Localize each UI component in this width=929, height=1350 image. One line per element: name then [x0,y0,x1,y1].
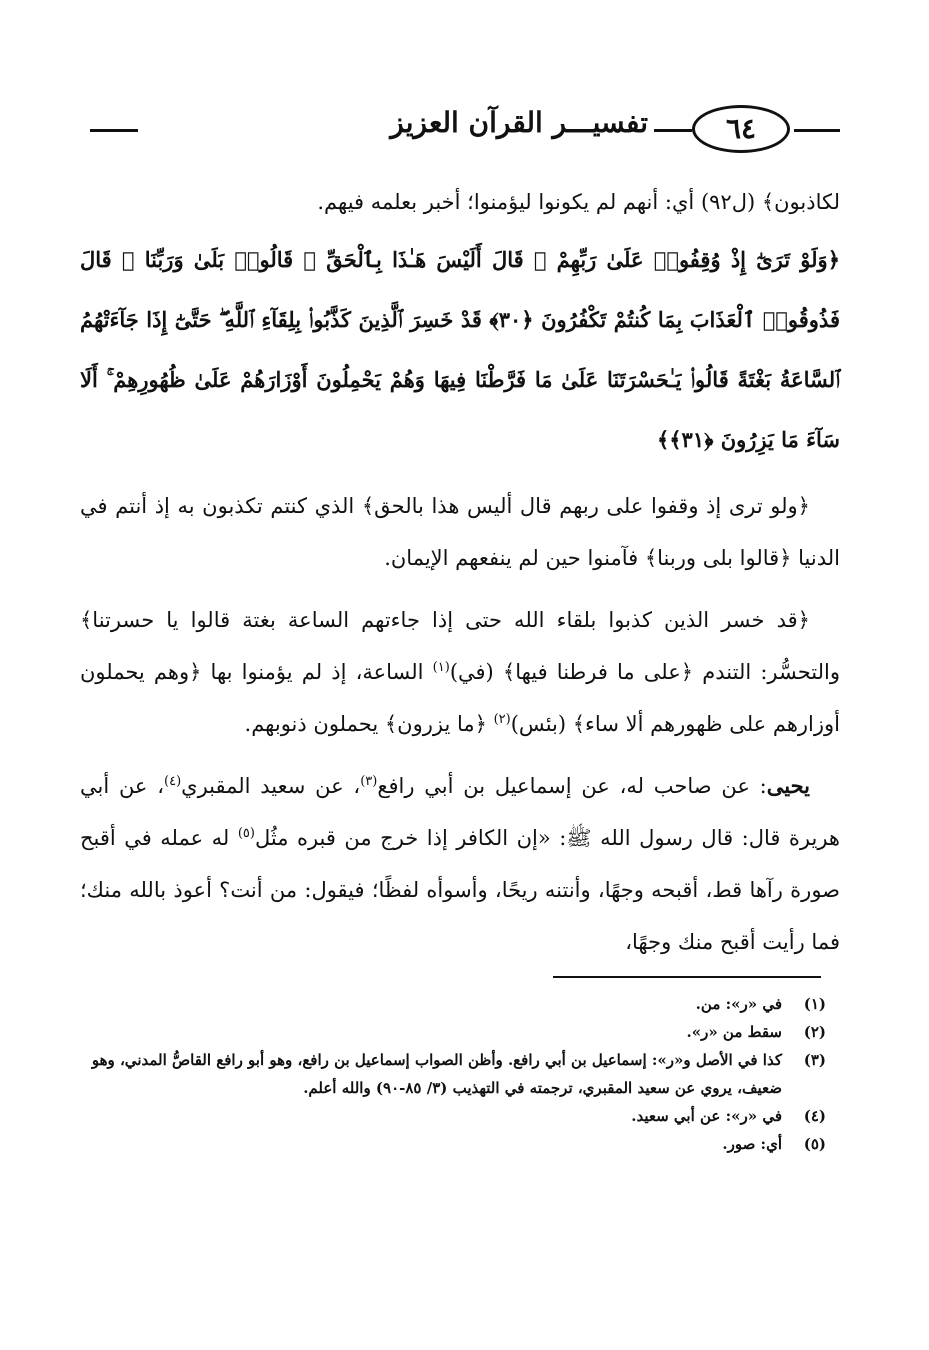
footnote-ref-4: (٤) [164,774,182,789]
quran-verse-block: ﴿وَلَوْ تَرَىٰٓ إِذْ وُقِفُوا۟ عَلَىٰ رَبِّهِمْ ۚ قَالَ أَلَيْسَ هَـٰذَا بِٱلْحَقِّ ۚ قَالُوا۟ بَلَىٰ وَرَبِّنَا ۚ قَالَ فَذُوقُوا۟ ٱلْعَذَابَ بِمَا كُنتُمْ تَكْفُرُونَ ﴿٣٠﴾ قَدْ خَسِرَ ٱلَّذِينَ كَذَّبُوا۟ بِلِقَآءِ ٱللَّهِ ۖ حَتَّىٰٓ إِذَا جَآءَتْهُمُ ٱلسَّاعَةُ بَغْتَةً قَالُوا۟ يَـٰحَسْرَتَنَا عَلَىٰ مَا فَرَّطْنَا فِيهَا وَهُمْ يَحْمِلُونَ أَوْزَارَهُمْ عَلَىٰ ظُهُورِهِمْ ۚ أَلَا سَآءَ مَا يَزِرُونَ ﴿٣١﴾﴾ [80,247,840,452]
paragraph-4 [80,594,840,750]
footnote-text: سقط من «ر». [686,1023,782,1041]
paragraph-5-part-b: ، عن سعيد المقبري [181,774,361,798]
paragraph-3: ﴿ولو ترى إذ وقفوا على ربهم قال أليس هذا بالحق﴾ الذي كنتم تكذبون به إذ أنتم في الدنيا ﴿قالوا بلى وربنا﴾ فآمنوا حين لم ينفعهم الإيمان. [80,494,840,570]
paragraph-4-part-c: ﴿ما يزرون﴾ يحملون ذنوبهم. [244,712,494,736]
footnote-item [86,1046,826,1102]
footnote-ref-5: (٥) [237,826,255,841]
running-title: تفسيـــر القرآن العزيز [390,106,648,139]
paragraph-5-part-c: ، عن أبي هريرة قال: قال رسول الله ﷺ: «إن الكافر إذا خرج من قبره مثُل [80,774,840,850]
paragraph-4-part-b: الساعة، إذ لم يؤمنوا بها ﴿وهم يحملون أوزارهم على ظهورهم ألا ساء﴾ (بئس) [80,660,840,736]
footnotes [86,990,826,1158]
footnote-number: (٥) [803,1135,826,1153]
main-text [80,176,840,968]
paragraph-1: لكاذبون﴾ (ل٩٢) أي: أنهم لم يكونوا ليؤمنوا؛ أخبر بعلمه فيهم. [317,190,840,214]
footnote-number: (١) [803,995,826,1013]
footnote-ref-3: (٣) [360,774,378,789]
footnote-item [86,1102,826,1130]
footnote-item [86,1130,826,1158]
header-rule-middle [654,129,692,132]
header-rule-right [794,129,840,132]
page-header [88,102,840,156]
footnote-number: (٣) [803,1051,826,1069]
footnote-text: كذا في الأصل و«ر»: إسماعيل بن أبي رافع. وأظن الصواب إسماعيل بن رافع، وهو أبو رافع القاصُّ المدني، وهو ضعيف، يروي عن سعيد المقبري، ترجمته في التهذيب (٣/ ٨٥-٩٠) والله أعلم. [91,1051,782,1097]
paragraph-5 [80,760,840,968]
footnote-ref-2: (٢) [493,712,511,727]
narrator-name: يحيى [766,773,811,798]
footnote-number: (٢) [803,1023,826,1041]
footnote-item [86,990,826,1018]
footnote-number: (٤) [803,1107,826,1125]
paragraph-5-part-a: : عن صاحب له، عن إسماعيل بن أبي رافع [377,774,767,798]
page-number: ٦٤ [692,105,790,153]
footnote-text: في «ر»: عن أبي سعيد. [631,1107,782,1125]
footnote-text: أي: صور. [722,1135,782,1153]
paragraph-4-part-a: ﴿قد خسر الذين كذبوا بلقاء الله حتى إذا جاءتهم الساعة بغتة قالوا يا حسرتنا﴾ والتحسُّر: التندم ﴿على ما فرطنا فيها﴾ (في) [80,608,840,684]
footnote-separator [553,976,821,978]
footnote-text: في «ر»: من. [695,995,782,1013]
paragraph-5-part-d: له عمله في أقبح صورة رآها قط، أقبحه وجهًا، وأنتنه ريحًا، وأسوأه لفظًا؛ فيقول: من أنت؟ أعوذ بالله منك؛ فما رأيت أقبح منك وجهًا، [80,826,840,954]
footnote-ref-1: (١) [432,660,450,675]
footnote-item [86,1018,826,1046]
header-rule-left [90,129,138,132]
